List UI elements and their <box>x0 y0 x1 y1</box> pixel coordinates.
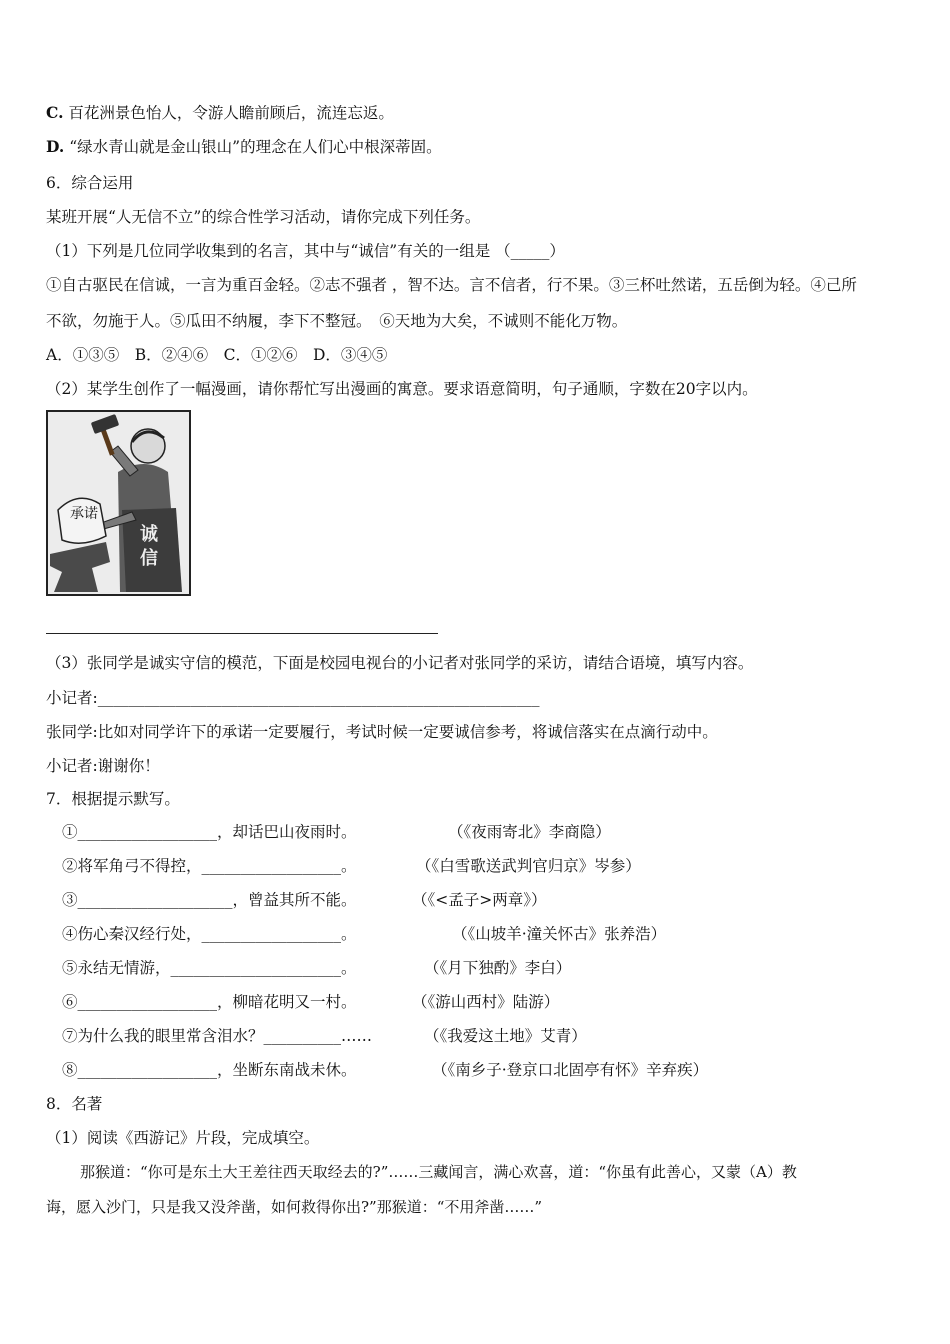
q7-item-4: ④伤心秦汉经行处，__________________。 <box>62 925 357 943</box>
q7-item-8-source: （《南乡子·登京口北固亭有怀》辛弃疾） <box>432 1061 709 1079</box>
option-d <box>46 137 442 157</box>
option-d-text: “绿水青山就是金山银山”的理念在人们心中根深蒂固。 <box>69 138 442 156</box>
cartoon-drawing <box>48 412 189 594</box>
q7-item-1-source: （《夜雨寄北》李商隐） <box>448 823 611 841</box>
q7-item-7: ⑦为什么我的眼里常含泪水？__________…… <box>62 1027 373 1045</box>
q7-item-7-source: （《我爱这土地》艾青） <box>424 1027 587 1045</box>
option-c-letter: C. <box>46 103 64 122</box>
q8-passage-line1: 那猴道：“你可是东土大王差往西天取经去的?”……三藏闻言，满心欢喜，道：“你虽有此善心，又蒙（A）教 <box>80 1163 797 1181</box>
q7-item-3-source: （《<孟子>两章》） <box>412 891 547 909</box>
q7-item-1: ①__________________，却话巴山夜雨时。 <box>62 823 357 841</box>
cartoon-label-left: 承诺 <box>70 506 98 522</box>
q7-item-6: ⑥__________________，柳暗花明又一村。 <box>62 993 357 1011</box>
cartoon-image <box>46 410 191 596</box>
q6-heading: 6．综合运用 <box>46 174 134 192</box>
q7-heading: 7．根据提示默写。 <box>46 790 180 808</box>
q7-item-2-source: （《白雪歌送武判官归京》岑参） <box>416 857 641 875</box>
q6-choices: A．①③⑤ B．②④⑥ C．①②⑥ D．③④⑤ <box>46 346 388 364</box>
q7-item-5: ⑤永结无情游，______________________。 <box>62 959 357 977</box>
q8-heading: 8．名著 <box>46 1095 103 1113</box>
option-c <box>46 103 394 123</box>
q6-sub3: （3）张同学是诚实守信的模范，下面是校园电视台的小记者对张同学的采访，请结合语境，填写内容。 <box>46 654 754 672</box>
q6-sub1: （1）下列是几位同学收集到的名言，其中与“诚信”有关的一组是 （_____） <box>46 242 565 260</box>
option-c-text: 百花洲景色怡人，令游人瞻前顾后，流连忘返。 <box>68 104 394 122</box>
q6-quotes-line2: 不欲，勿施于人。⑤瓜田不纳履，李下不整冠。 ⑥天地为大矣，不诚则不能化万物。 <box>46 312 628 330</box>
dialog-line-3: 小记者:谢谢你！ <box>46 757 160 775</box>
q7-item-5-source: （《月下独酌》李白） <box>424 959 572 977</box>
cartoon-label-right-2: 信 <box>140 548 158 569</box>
q6-sub2: （2）某学生创作了一幅漫画，请你帮忙写出漫画的寓意。要求语意简明，句子通顺，字数在20字以内。 <box>46 380 758 398</box>
dialog-line-1: 小记者:_________________________________________________________ <box>46 689 540 707</box>
q7-item-2: ②将军角弓不得控，__________________。 <box>62 857 357 875</box>
cartoon-label-right-1: 诚 <box>140 524 158 545</box>
q6-intro: 某班开展“人无信不立”的综合性学习活动，请你完成下列任务。 <box>46 208 481 226</box>
q7-item-3: ③____________________，曾益其所不能。 <box>62 891 357 909</box>
dialog-line-2: 张同学:比如对同学许下的承诺一定要履行，考试时候一定要诚信参考，将诚信落实在点滴行动中。 <box>46 723 718 741</box>
q6-quotes-line1: ①自古驱民在信诚，一言为重百金轻。②志不强者 ，智不达。言不信者，行不果。③三杯吐然诺，五岳倒为轻。④己所 <box>46 276 857 294</box>
option-d-letter: D. <box>46 137 65 156</box>
answer-line[interactable] <box>46 633 438 634</box>
q8-sub1: （1）阅读《西游记》片段，完成填空。 <box>46 1129 320 1147</box>
q7-item-4-source: （《山坡羊·潼关怀古》张养浩） <box>452 925 667 943</box>
q7-item-8: ⑧__________________，坐断东南战未休。 <box>62 1061 357 1079</box>
q7-item-6-source: （《游山西村》陆游） <box>412 993 560 1011</box>
q8-passage-line2: 诲，愿入沙门，只是我又没斧凿，如何救得你出?”那猴道：“不用斧凿……” <box>46 1198 543 1216</box>
